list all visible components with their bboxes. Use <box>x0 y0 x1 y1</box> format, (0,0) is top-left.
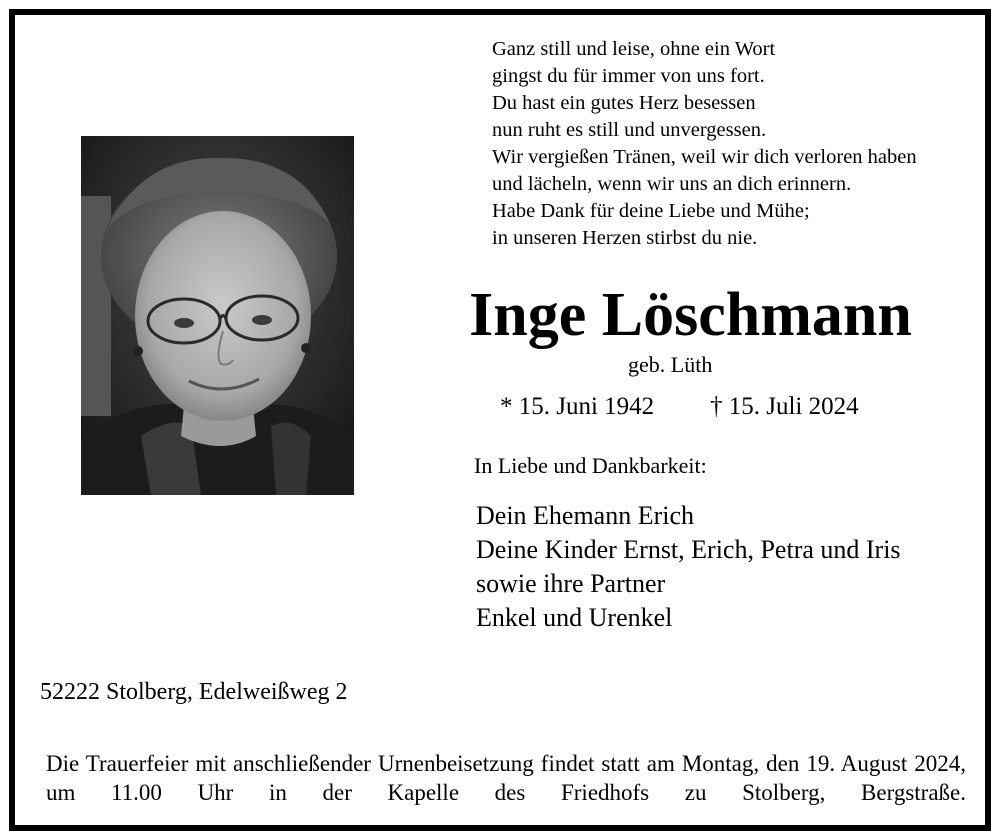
poem-line: nun ruht es still und unvergessen. <box>492 119 767 141</box>
poem-line: Habe Dank für deine Liebe und Mühe; <box>492 200 810 222</box>
address: 52222 Stolberg, Edelweißweg 2 <box>40 679 348 705</box>
poem-line: und lächeln, wenn wir uns an dich erinnern. <box>492 173 852 195</box>
family-member: Enkel und Urenkel <box>476 603 673 632</box>
poem <box>492 36 917 252</box>
poem-line: Wir vergießen Tränen, weil wir dich verloren haben <box>492 146 917 168</box>
deceased-name: Inge Löschmann <box>469 281 912 349</box>
gratitude-line: In Liebe und Dankbarkeit: <box>474 453 707 478</box>
birth-date: * 15. Juni 1942 <box>500 393 655 420</box>
poem-line: Du hast ein gutes Herz besessen <box>492 92 756 114</box>
family-list <box>476 499 901 635</box>
portrait-image <box>81 136 354 495</box>
poem-line: in unseren Herzen stirbst du nie. <box>492 227 758 249</box>
death-date: † 15. Juli 2024 <box>710 393 859 420</box>
poem-line: Ganz still und leise, ohne ein Wort <box>492 38 776 60</box>
poem-line: gingst du für immer von uns fort. <box>492 65 765 87</box>
portrait-photo <box>81 136 354 495</box>
maiden-name: geb. Lüth <box>628 352 713 377</box>
obituary-frame <box>9 9 991 831</box>
family-member: Dein Ehemann Erich <box>476 501 695 530</box>
funeral-notice: Die Trauerfeier mit anschließender Urnenbeisetzung findet statt am Montag, den 19. August 2024, um 11.00 Uhr in der Kapelle des Friedhofs zu Stolberg, Bergstraße. <box>46 751 966 805</box>
family-member: sowie ihre Partner <box>476 569 666 598</box>
family-member: Deine Kinder Ernst, Erich, Petra und Iris <box>476 535 901 564</box>
